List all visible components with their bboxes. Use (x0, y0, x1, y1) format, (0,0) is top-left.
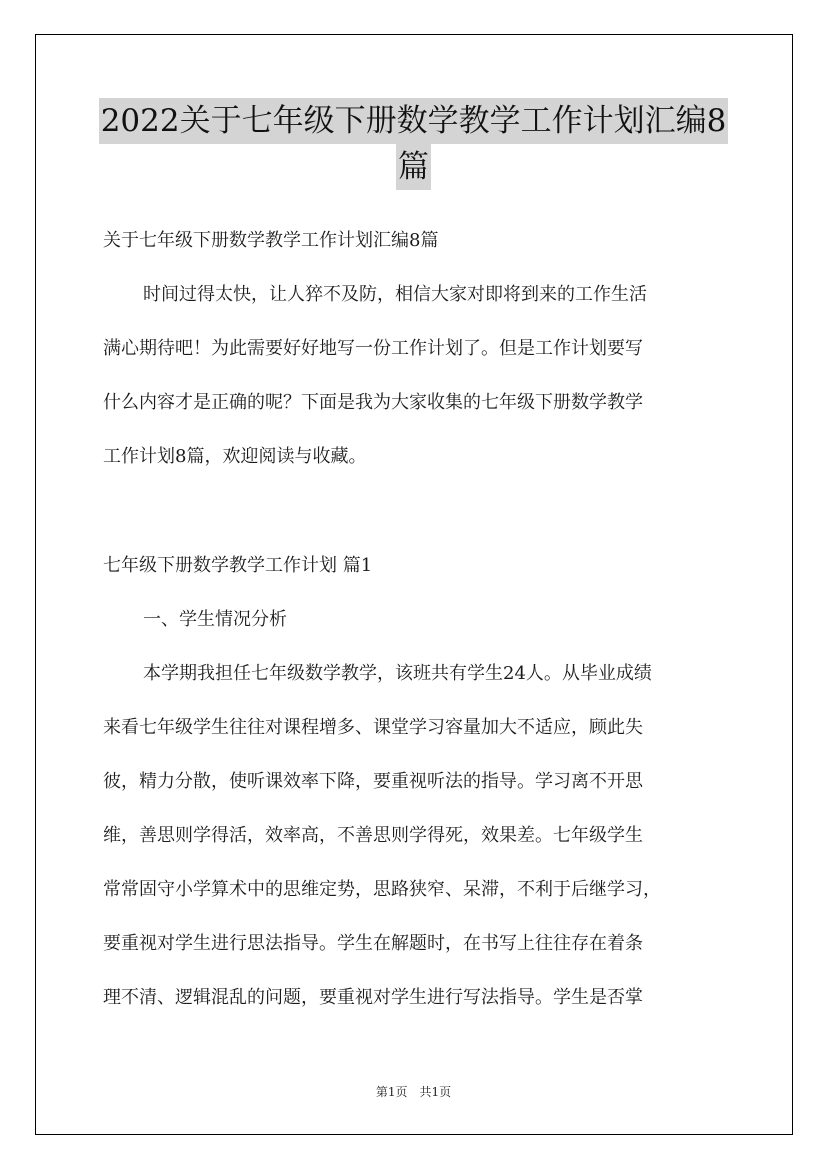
intro-line: 满心期待吧！为此需要好好地写一份工作计划了。但是工作计划要写 (103, 338, 643, 359)
page-border (35, 34, 793, 1135)
subtitle: 关于七年级下册数学教学工作计划汇编8篇 (103, 230, 439, 251)
title-line-2: 篇 (396, 144, 431, 190)
page-number-footer: 第1页 共1页 (375, 1085, 452, 1099)
intro-line: 工作计划8篇，欢迎阅读与收藏。 (103, 446, 367, 467)
intro-line: 时间过得太快，让人猝不及防，相信大家对即将到来的工作生活 (143, 284, 647, 305)
document-title (0, 98, 827, 190)
body-line: 彼，精力分散，使听课效率下降，要重视听法的指导。学习离不开思 (103, 771, 643, 792)
body-line: 要重视对学生进行思法指导。学生在解题时，在书写上往往存在着条 (103, 933, 643, 954)
subsection-heading: 一、学生情况分析 (143, 609, 287, 630)
body-line: 理不清、逻辑混乱的问题，要重视对学生进行写法指导。学生是否掌 (103, 987, 643, 1008)
title-line-1: 2022关于七年级下册数学教学工作计划汇编8 (99, 98, 729, 144)
section-heading: 七年级下册数学教学工作计划 篇1 (103, 555, 373, 576)
body-line: 本学期我担任七年级数学教学，该班共有学生24人。从毕业成绩 (143, 663, 652, 684)
intro-line: 什么内容才是正确的呢？下面是我为大家收集的七年级下册数学教学 (103, 392, 643, 413)
body-line: 来看七年级学生往往对课程增多、课堂学习容量加大不适应，顾此失 (103, 717, 643, 738)
body-line: 常常固守小学算术中的思维定势，思路狭窄、呆滞，不利于后继学习， (103, 879, 661, 900)
body-line: 维，善思则学得活，效率高，不善思则学得死，效果差。七年级学生 (103, 825, 643, 846)
